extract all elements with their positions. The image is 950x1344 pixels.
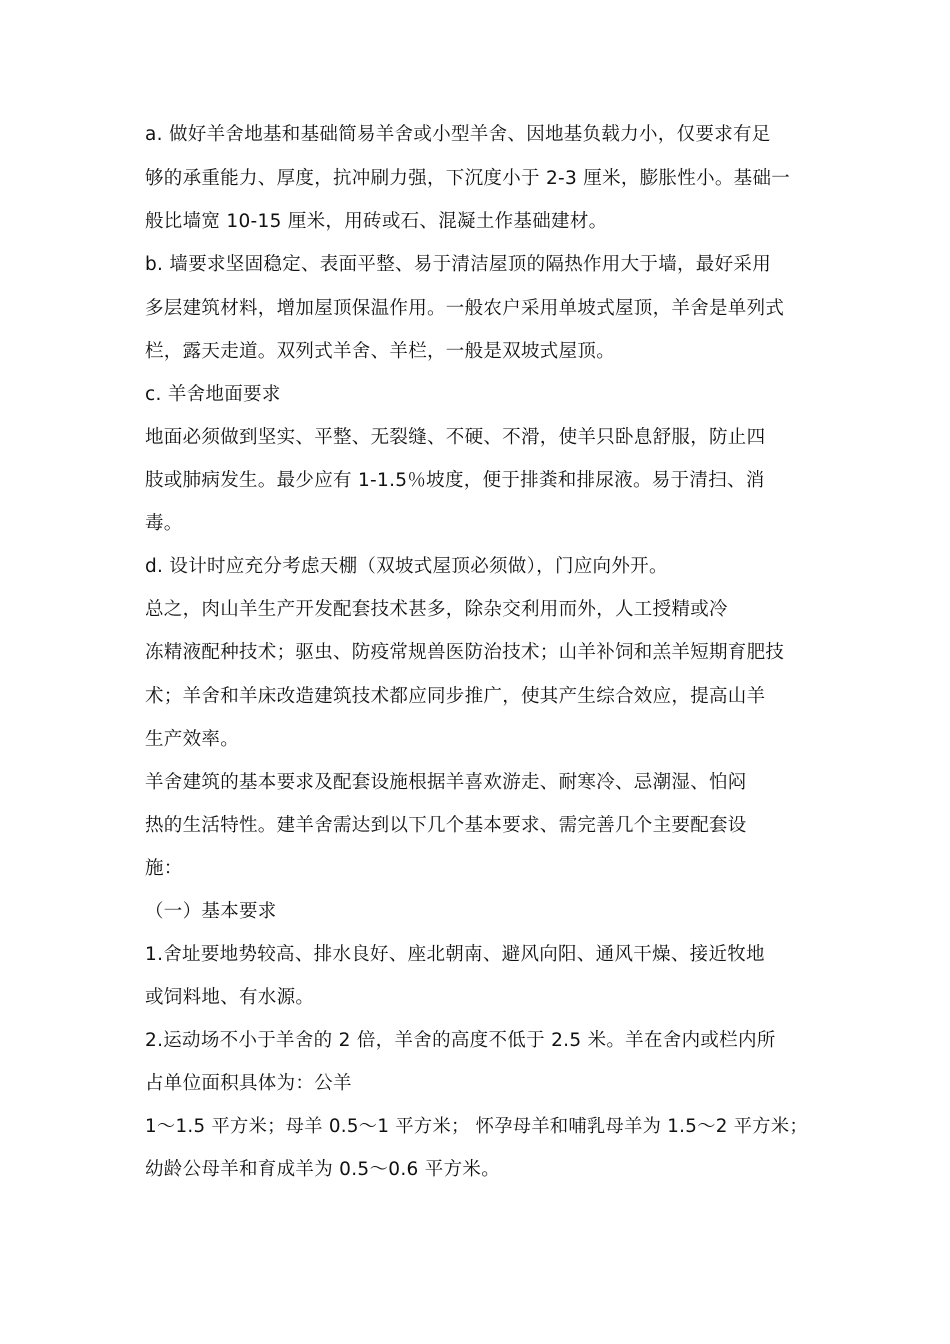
text-line-1: a. 做好羊舍地基和基础简易羊舍或小型羊舍、因地基负载力小，仅要求有足 — [145, 124, 771, 145]
text-line-4: b. 墙要求坚固稳定、表面平整、易于清洁屋顶的隔热作用大于墙，最好采用 — [145, 254, 772, 275]
text-line-9: 肢或肺病发生。最少应有 1-1.5％坡度，便于排粪和排尿液。易于清扫、消 — [145, 470, 765, 491]
text-line-2: 够的承重能力、厚度，抗冲刷力强，下沉度小于 2-3 厘米，膨胀性小。基础一 — [145, 168, 791, 189]
text-line-8: 地面必须做到坚实、平整、无裂缝、不硬、不滑，使羊只卧息舒服，防止四 — [145, 427, 766, 448]
text-line-23: 占单位面积具体为：公羊 — [145, 1073, 352, 1094]
text-line-10: 毒。 — [145, 513, 183, 534]
text-line-24: 1～1.5 平方米；母羊 0.5～1 平方米； 怀孕母羊和哺乳母羊为 1.5～2 平方米； — [145, 1116, 808, 1137]
text-line-18: 施： — [145, 858, 183, 879]
text-line-7: c. 羊舍地面要求 — [145, 384, 281, 405]
text-line-17: 热的生活特性。建羊舍需达到以下几个基本要求、需完善几个主要配套设 — [145, 815, 747, 836]
text-line-11: d. 设计时应充分考虑天棚（双坡式屋顶必须做），门应向外开。 — [145, 556, 668, 577]
text-line-14: 术；羊舍和羊床改造建筑技术都应同步推广，使其产生综合效应，提高山羊 — [145, 686, 766, 707]
text-line-20: 1.舍址要地势较高、排水良好、座北朝南、避风向阳、通风干燥、接近牧地 — [145, 944, 765, 965]
text-line-13: 冻精液配种技术；驱虫、防疫常规兽医防治技术；山羊补饲和羔羊短期育肥技 — [145, 642, 785, 663]
text-line-5: 多层建筑材料，增加屋顶保温作用。一般农户采用单坡式屋顶，羊舍是单列式 — [145, 298, 785, 319]
text-line-25: 幼龄公母羊和育成羊为 0.5～0.6 平方米。 — [145, 1159, 501, 1180]
text-line-22: 2.运动场不小于羊舍的 2 倍，羊舍的高度不低于 2.5 米。羊在舍内或栏内所 — [145, 1030, 776, 1051]
text-line-6: 栏，露天走道。双列式羊舍、羊栏，一般是双坡式屋顶。 — [145, 341, 616, 362]
text-line-15: 生产效率。 — [145, 729, 240, 750]
text-line-21: 或饲料地、有水源。 — [145, 987, 315, 1008]
text-line-12: 总之，肉山羊生产开发配套技术甚多，除杂交利用而外，人工授精或冷 — [145, 599, 728, 620]
text-line-19: （一）基本要求 — [145, 901, 277, 922]
text-line-16: 羊舍建筑的基本要求及配套设施根据羊喜欢游走、耐寒冷、忌潮湿、怕闷 — [145, 772, 747, 793]
text-line-3: 般比墙宽 10-15 厘米，用砖或石、混凝土作基础建材。 — [145, 211, 608, 232]
